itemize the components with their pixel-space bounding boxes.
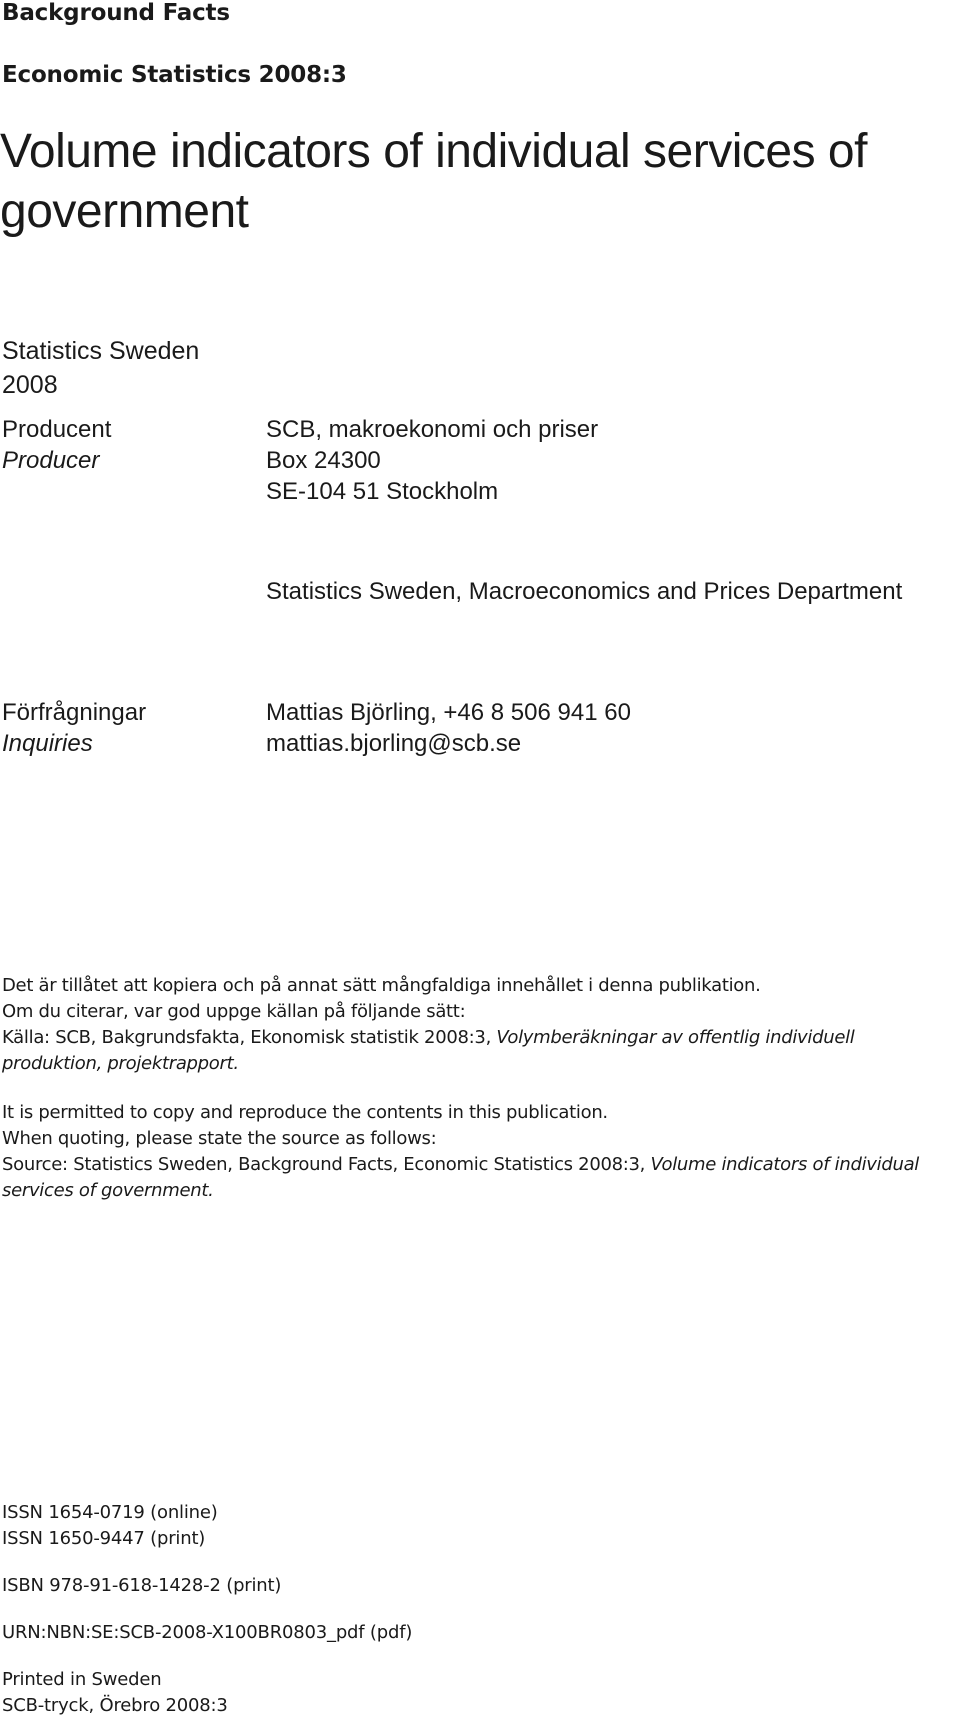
inquiries-label-block <box>2 697 146 759</box>
issn-online: ISSN 1654-0719 (online) <box>2 1502 218 1523</box>
permission-sv-source-title: Volymberäkningar av offentlig individuell produktion, projektrapport. <box>2 1027 855 1074</box>
producer-box: Box 24300 <box>266 447 381 474</box>
permission-notice-sv <box>2 973 957 1077</box>
producer-label-sv: Producent <box>2 416 112 443</box>
permission-en-source-prefix: Source: Statistics Sweden, Background Facts, Economic Statistics 2008:3, <box>2 1154 651 1175</box>
permission-en-source-title: Volume indicators of individual services of government. <box>2 1154 920 1201</box>
producer-city: SE-104 51 Stockholm <box>266 478 499 505</box>
permission-sv-source <box>2 1025 957 1077</box>
permission-en-line1: It is permitted to copy and reproduce the contents in this publication. <box>2 1102 608 1123</box>
inquiries-contact: Mattias Björling, +46 8 506 941 60 <box>266 699 631 726</box>
producer-label-block <box>2 414 111 476</box>
inquiries-contact-block <box>266 697 631 759</box>
publisher-block <box>2 334 199 402</box>
isbn: ISBN 978-91-618-1428-2 (print) <box>2 1575 282 1596</box>
page-title: Volume indicators of individual services of government <box>0 125 867 238</box>
inquiries-label-en: Inquiries <box>2 730 93 757</box>
permission-sv-line1: Det är tillåtet att kopiera och på annat sätt mångfaldiga innehållet i denna publikation. <box>2 975 761 996</box>
producer-department: Statistics Sweden, Macroeconomics and Prices Department <box>266 578 903 605</box>
printer: SCB-tryck, Örebro 2008:3 <box>2 1695 228 1716</box>
series-number: Economic Statistics 2008:3 <box>2 62 347 88</box>
urn: URN:NBN:SE:SCB-2008-X100BR0803_pdf (pdf) <box>2 1622 413 1643</box>
printing-block <box>2 1667 228 1719</box>
producer-label-en: Producer <box>2 447 100 474</box>
issn-block <box>2 1500 218 1552</box>
producer-address-block <box>266 414 598 507</box>
printed-in: Printed in Sweden <box>2 1669 162 1690</box>
permission-sv-line2: Om du citerar, var god uppge källan på följande sätt: <box>2 1001 466 1022</box>
issn-print: ISSN 1650-9447 (print) <box>2 1528 206 1549</box>
publisher-name: Statistics Sweden <box>2 337 200 365</box>
inquiries-email[interactable]: mattias.bjorling@scb.se <box>266 730 522 757</box>
permission-en-line2: When quoting, please state the source as follows: <box>2 1128 437 1149</box>
permission-notice-en <box>2 1100 957 1204</box>
permission-en-source <box>2 1152 957 1204</box>
publisher-year: 2008 <box>2 371 58 399</box>
series-label: Background Facts <box>2 0 230 26</box>
inquiries-label-sv: Förfrågningar <box>2 699 147 726</box>
permission-sv-source-prefix: Källa: SCB, Bakgrundsfakta, Ekonomisk statistik 2008:3, <box>2 1027 497 1048</box>
producer-name: SCB, makroekonomi och priser <box>266 416 599 443</box>
